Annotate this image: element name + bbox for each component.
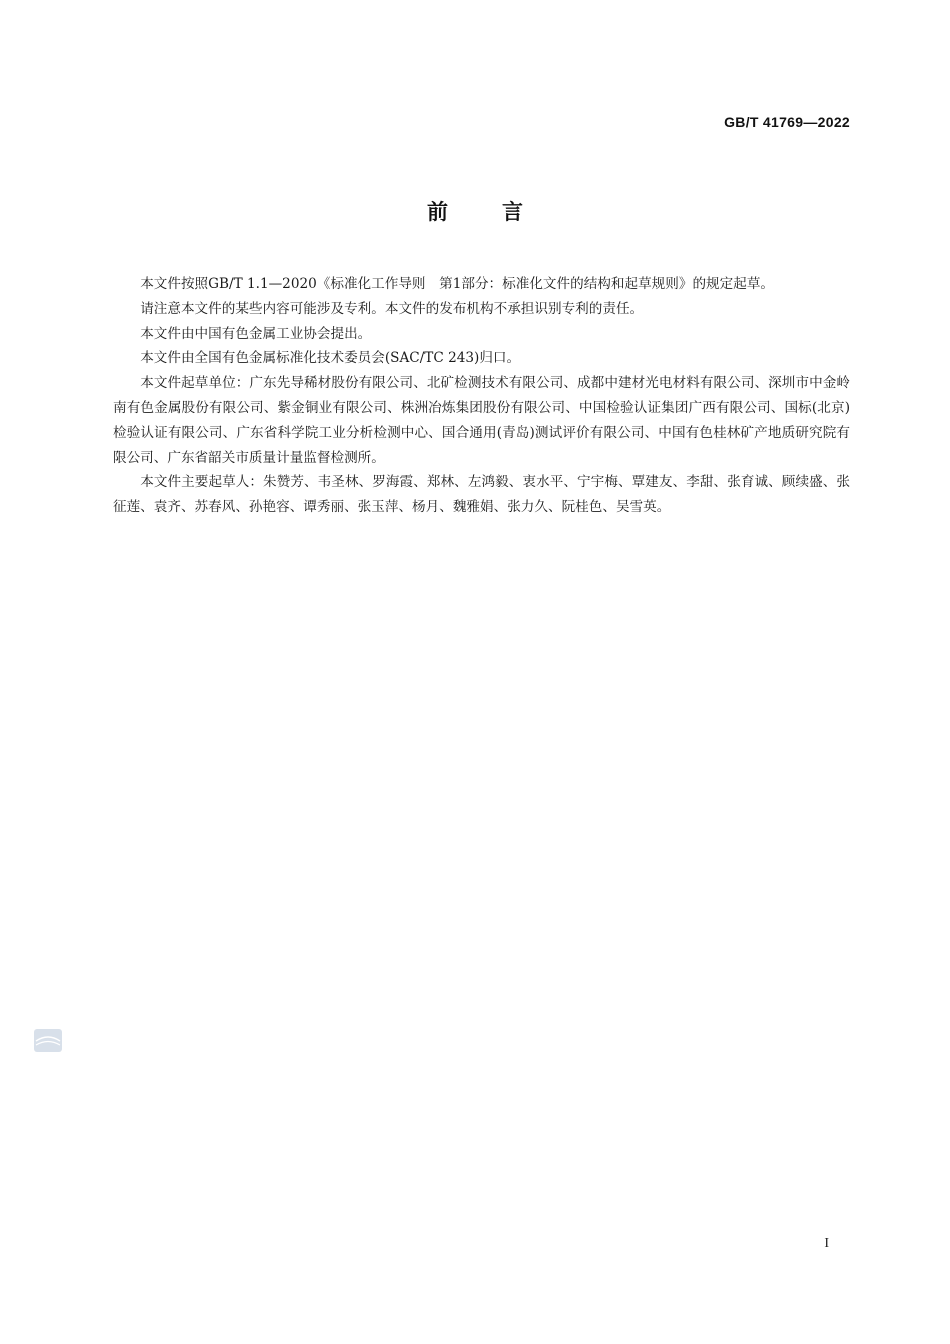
- paragraph-drafting-units: 本文件起草单位：广东先导稀材股份有限公司、北矿检测技术有限公司、成都中建材光电材料有限公司、深圳市中金岭南有色金属股份有限公司、紫金铜业有限公司、株洲冶炼集团股份有限公司、中国检验认证集团广西有限公司、国标(北京)检验认证有限公司、广东省科学院工业分析检测中心、国合通用(青岛)测试评价有限公司、中国有色桂林矿产地质研究院有限公司、广东省韶关市质量计量监督检测所。: [113, 375, 850, 466]
- foreword-body: [113, 272, 850, 520]
- page-number: I: [824, 1236, 829, 1251]
- paragraph-patent-notice: 请注意本文件的某些内容可能涉及专利。本文件的发布机构不承担识别专利的责任。: [140, 300, 644, 317]
- paragraph-drafting-rules: 本文件按照GB/T 1.1—2020《标准化工作导则 第1部分：标准化文件的结构和起草规则》的规定起草。: [140, 276, 775, 292]
- sac-logo-icon: [34, 1029, 62, 1052]
- paragraph-proposer: 本文件由中国有色金属工业协会提出。: [140, 325, 372, 342]
- page-title: 前言: [427, 200, 577, 224]
- standard-number: GB/T 41769—2022: [724, 114, 850, 130]
- paragraph-administrator: 本文件由全国有色金属标准化技术委员会(SAC/TC 243)归口。: [140, 350, 521, 367]
- paragraph-drafters: 本文件主要起草人：朱赞芳、韦圣林、罗海霞、郑林、左鸿毅、衷水平、宁宇梅、覃建友、李甜、张育诚、顾续盛、张征莲、袁齐、苏春风、孙艳容、谭秀丽、张玉萍、杨月、魏雅娟、张力久、阮桂色、吴雪英。: [113, 474, 850, 516]
